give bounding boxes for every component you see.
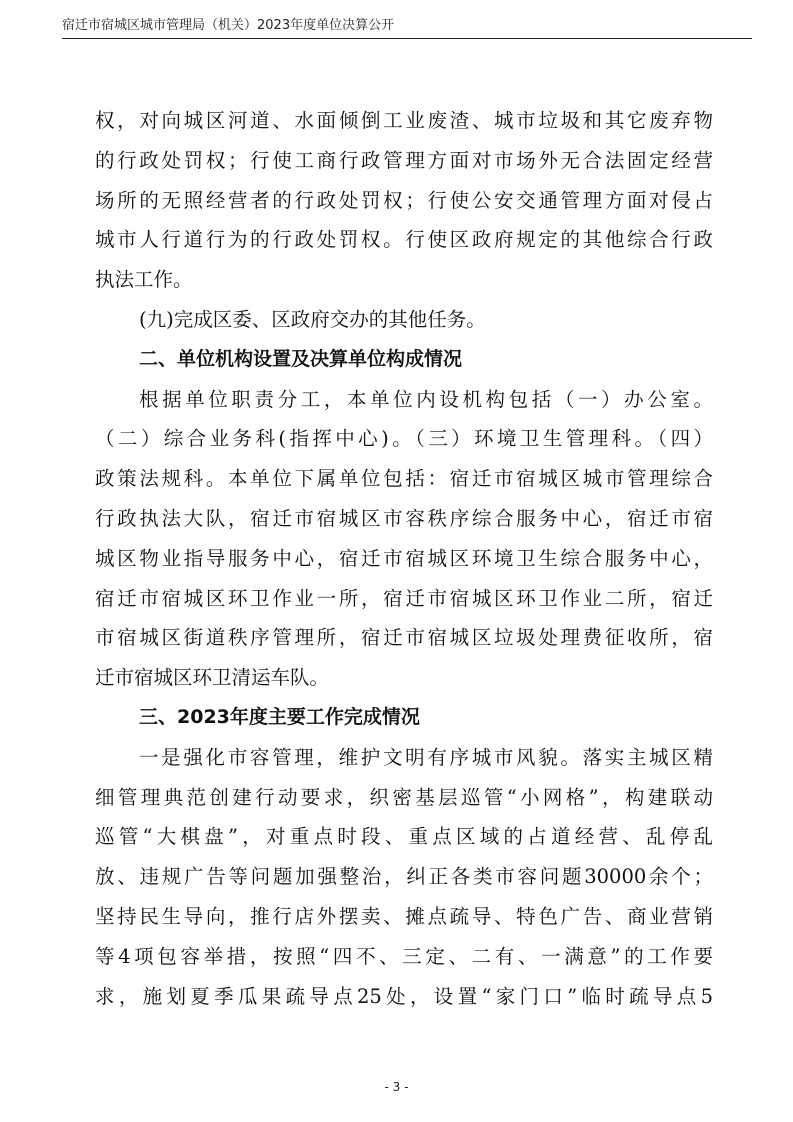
body-line-10: 政策法规科。本单位下属单位包括：宿迁市宿城区城市管理综合 xyxy=(95,467,713,491)
body-line-11: 行政执法大队，宿迁市宿城区市容秩序综合服务中心，宿迁市宿 xyxy=(95,506,713,530)
body-line-21: 坚持民生导向，推行店外摆卖、摊点疏导、特色广告、商业营销 xyxy=(95,904,713,928)
body-line-14: 市宿城区街道秩序管理所，宿迁市宿城区垃圾处理费征收所，宿 xyxy=(95,626,713,650)
body-line-6: (九)完成区委、区政府交办的其他任务。 xyxy=(139,307,486,331)
section-heading-3: 三、2023年度主要工作完成情况 xyxy=(139,705,420,728)
running-header: 宿迁市宿城区城市管理局（机关）2023年度单位决算公开 xyxy=(62,18,395,33)
body-line-12: 城区物业指导服务中心，宿迁市宿城区环境卫生综合服务中心， xyxy=(95,546,713,570)
body-line-19: 巡管“大棋盘”，对重点时段、重点区域的占道经营、乱停乱 xyxy=(95,825,713,849)
body-line-3: 场所的无照经营者的行政处罚权；行使公安交通管理方面对侵占 xyxy=(95,188,713,212)
body-line-23: 求，施划夏季瓜果疏导点25处，设置“家门口”临时疏导点5 xyxy=(95,984,713,1008)
page-number: - 3 - xyxy=(384,1080,409,1094)
body-line-5: 执法工作。 xyxy=(95,268,193,292)
body-line-13: 宿迁市宿城区环卫作业一所，宿迁市宿城区环卫作业二所，宿迁 xyxy=(95,586,713,610)
body-line-20: 放、违规广告等问题加强整治，纠正各类市容问题30000余个； xyxy=(95,865,713,889)
section-heading-2: 二、单位机构设置及决算单位构成情况 xyxy=(139,347,463,370)
body-line-8: 根据单位职责分工，本单位内设机构包括（一）办公室。 xyxy=(139,387,713,411)
body-line-2: 的行政处罚权；行使工商行政管理方面对市场外无合法固定经营 xyxy=(95,148,713,172)
body-line-17: 一是强化市容管理，维护文明有序城市风貌。落实主城区精 xyxy=(139,745,713,769)
document-body xyxy=(95,101,713,1016)
header-divider xyxy=(62,38,752,39)
body-line-1: 权，对向城区河道、水面倾倒工业废渣、城市垃圾和其它废弃物 xyxy=(95,109,713,132)
body-line-18: 细管理典范创建行动要求，织密基层巡管“小网格”，构建联动 xyxy=(95,785,713,809)
body-line-22: 等4项包容举措，按照“四不、三定、二有、一满意”的工作要 xyxy=(95,944,713,968)
body-line-4: 城市人行道行为的行政处罚权。行使区政府规定的其他综合行政 xyxy=(95,228,713,252)
body-line-9: （二）综合业务科(指挥中心)。（三）环境卫生管理科。（四） xyxy=(95,427,713,451)
body-line-15: 迁市宿城区环卫清运车队。 xyxy=(95,666,330,690)
